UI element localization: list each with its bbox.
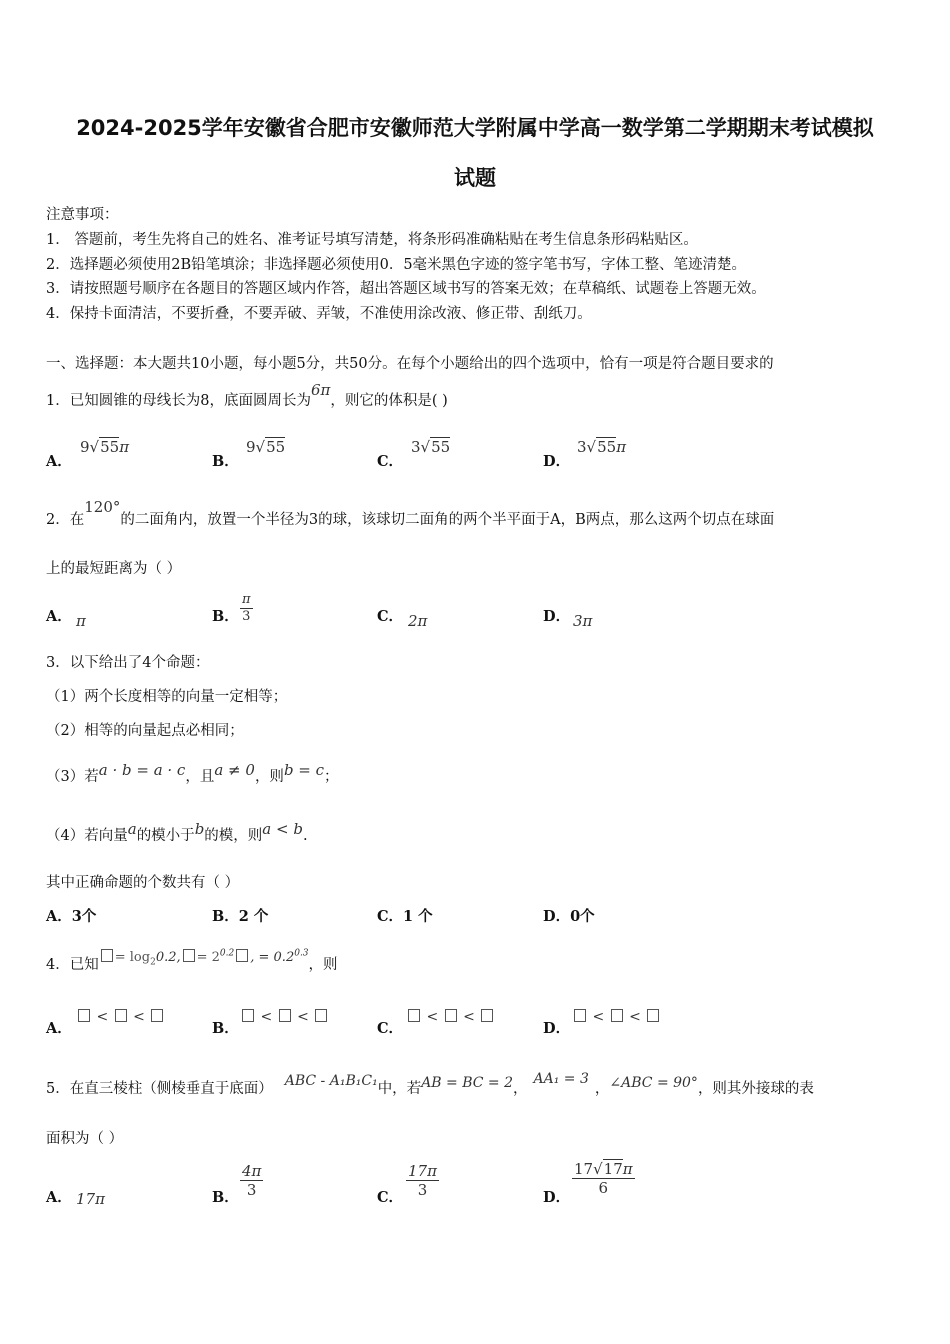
- question-5-line2: 面积为（ ）: [46, 1131, 124, 1147]
- q5-option-b-label: B．: [212, 1189, 239, 1206]
- q3-option-c: C．1 个: [377, 908, 433, 925]
- placeholder-glyph-b: [183, 949, 195, 962]
- question-2-stem: [46, 498, 775, 529]
- q1-math-circumference: 6π: [310, 381, 331, 399]
- q3-ask: 其中正确命题的个数共有（ ）: [46, 875, 240, 891]
- q4-option-c-label: C．: [377, 1020, 404, 1037]
- exam-title-line2: 试题: [454, 166, 496, 190]
- q1-text-post: ，则它的体积是( ): [330, 393, 448, 409]
- notice-heading: 注意事项：: [46, 207, 119, 223]
- notice-item-1: 1． 答题前，考生先将自己的姓名、准考证号填写清楚，将条形码准确粘贴在考生信息条形码粘贴区。: [46, 232, 698, 248]
- exam-title-line1: 2024-2025学年安徽省合肥市安徽师范大学附属中学高一数学第二学期期末考试模拟: [76, 116, 874, 140]
- q3-option-a: A．3个: [46, 908, 97, 925]
- section-heading: 一、选择题：本大题共10小题，每小题5分，共50分。在每个小题给出的四个选项中，恰有一项是符合题目要求的: [46, 356, 774, 372]
- q3-proposition-1: （1）两个长度相等的向量一定相等；: [46, 689, 288, 705]
- q2-option-d-label: D．: [543, 608, 571, 625]
- q5-option-b: $\frac{4\pi}{3}$: [242, 1162, 262, 1199]
- q3-option-d: D．0个: [543, 908, 595, 925]
- q5-option-d: $\frac{17√17\pi}{6}$: [574, 1160, 633, 1197]
- q1-option-c-label: C．: [377, 453, 404, 470]
- placeholder-glyph-c: [236, 949, 248, 962]
- q3-proposition-2: （2）相等的向量起点必相同；: [46, 723, 244, 739]
- q1-option-b: 9√55: [246, 438, 286, 456]
- placeholder-glyph-a: [101, 949, 113, 962]
- q5-option-a: 17π: [76, 1190, 105, 1208]
- q3-option-b: B．2 个: [212, 908, 269, 925]
- question-3-stem: 3．以下给出了4个命题：: [46, 655, 210, 671]
- q1-option-d-label: D．: [543, 453, 571, 470]
- q5-option-d-label: D．: [543, 1189, 571, 1206]
- notice-item-2: 2．选择题必须使用2B铅笔填涂；非选择题必须使用0．5毫米黑色字迹的签字笔书写，字体工整、笔迹清楚。: [46, 257, 747, 273]
- q5-option-a-label: A．: [46, 1189, 72, 1206]
- q2-math-angle: 120°: [84, 498, 121, 516]
- q2-option-a-label: A．: [46, 608, 72, 625]
- q2-option-b-label: B．: [212, 608, 239, 625]
- q4-option-a: < <: [76, 1009, 165, 1025]
- q2-option-b: $\frac{\pi}{3}$: [242, 592, 251, 624]
- q3-proposition-3: （3）若a · b = a · c，且a ≠ 0，则b = c；: [46, 761, 339, 785]
- q2-option-c: 2π: [408, 612, 428, 630]
- question-2-line2: 上的最短距离为（ ）: [46, 561, 182, 577]
- q2-text-post: 的二面角内，放置一个半径为3的球，该球切二面角的两个半平面于A，B两点，那么这两个切点在球面: [120, 512, 775, 528]
- q5-option-c-label: C．: [377, 1189, 404, 1206]
- question-1-stem: [46, 381, 448, 410]
- question-4-stem: 4．已知 = $\log_20.2$, = $2^{0.2}$ , = $0.2^{0.3}$，则: [46, 948, 338, 973]
- q2-option-a: π: [76, 612, 86, 630]
- q4-option-d: < <: [572, 1009, 661, 1025]
- q1-option-a-label: A．: [46, 453, 72, 470]
- q4-option-b: < <: [240, 1009, 329, 1025]
- q3-proposition-4: （4）若向量a的模小于b的模，则a < b.: [46, 820, 308, 844]
- q1-option-d: 3√55π: [577, 438, 627, 456]
- q4-option-d-label: D．: [543, 1020, 571, 1037]
- q4-option-a-label: A．: [46, 1020, 72, 1037]
- q1-text-pre: 1．已知圆锥的母线长为8，底面圆周长为: [46, 393, 311, 409]
- q2-option-c-label: C．: [377, 608, 404, 625]
- q1-option-b-label: B．: [212, 453, 239, 470]
- question-5-stem: 5．在直三棱柱（侧棱垂直于底面） ABC - A₁B₁C₁中，若AB = BC = 2，AA₁ = 3，∠ABC = 90°，则其外接球的表: [46, 1071, 814, 1097]
- notice-item-4: 4．保持卡面清洁，不要折叠，不要弄破、弄皱，不准使用涂改液、修正带、刮纸刀。: [46, 306, 592, 322]
- q2-option-d: 3π: [573, 612, 593, 630]
- q4-option-c: < <: [406, 1009, 495, 1025]
- q5-option-c: $\frac{17\pi}{3}$: [408, 1162, 437, 1199]
- q1-option-c: 3√55: [411, 438, 451, 456]
- q4-option-b-label: B．: [212, 1020, 239, 1037]
- q1-option-a: 9√55π: [80, 438, 130, 456]
- notice-item-3: 3．请按照题号顺序在各题目的答题区域内作答，超出答题区域书写的答案无效；在草稿纸、试题卷上答题无效。: [46, 281, 766, 297]
- q2-text-pre: 2．在: [46, 512, 85, 528]
